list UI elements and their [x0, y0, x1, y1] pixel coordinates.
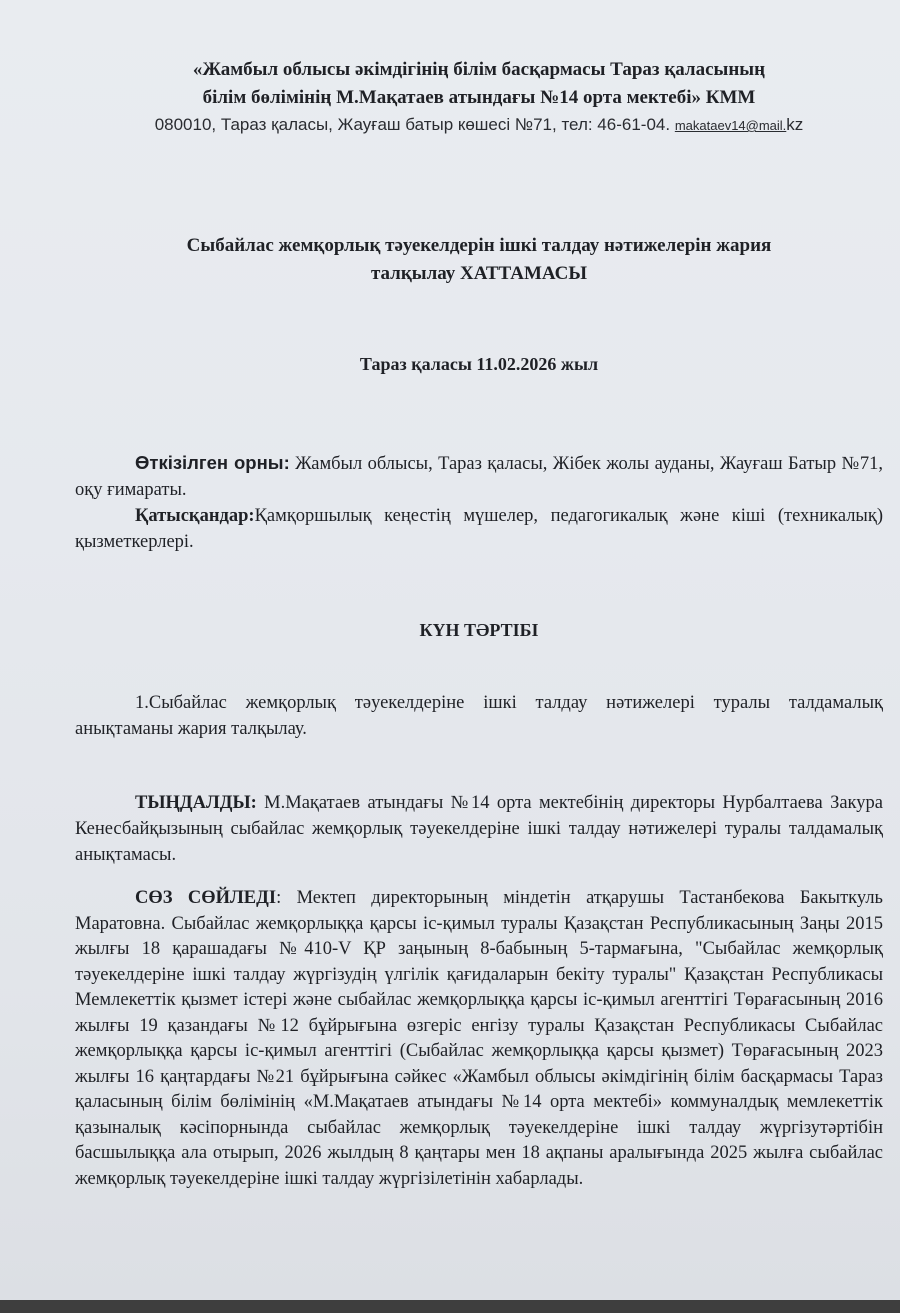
agenda-heading: КҮН ТӘРТІБІ: [419, 620, 539, 640]
venue-label: Өткізілген орны:: [135, 452, 290, 473]
speaker-text: : Мектеп директорының міндетін атқарушы Тастанбекова Бакыткуль Маратовна. Сыбайлас жемқорлыққа қарсы іс-қимыл туралы Қазақстан Республикасының Заңы 2015 жылғы 18 қарашадағы №410-V ҚР заңының 8-бабының 5-тармағына, "Сыбайлас жемқорлық тәуекелдеріне ішкі талдау жүргізудің үлгілік қағидаларын бекіту туралы" Қазақстан Республикасы Мемлекеттік қызмет істері және сыбайлас жемқорлыққа қарсы іс-қимыл агенттігі Төрағасының 2016 жылғы 19 қазандағы №12 бұйрығына өзгеріс енгізу туралы Қазақстан Республикасы Сыбайлас жемқорлыққа қарсы іс-қимыл агенттігі (Сыбайлас жемқорлыққа қарсы қызмет) Төрағасының 2023 жылғы 16 қаңтардағы №21 бұйрығына сәйкес «Жамбыл облысы әкімдігінің білім басқармасы Тараз қаласының білім бөлімінің «М.Мақатаев атындағы №14 орта мектебі» коммуналдық мемлекеттік қазыналық кәсіпорнында сыбайлас жемқорлық тәуекелдеріне ішкі талдау жүргізутәртібін басшылыққа ала отырып, 2026 жылдың 8 қаңтары мен 18 ақпаны аралығында 2025 жылға сыбайлас жемқорлық тәуекелдеріне ішкі талдау жүргізілетінін хабарлады.: [75, 888, 883, 1189]
venue-text: Жамбыл облысы, Тараз қаласы, Жібек жолы ауданы, Жауғаш Батыр №71, оқу ғимараты.: [75, 454, 883, 500]
agenda-items: [75, 690, 883, 742]
speaker-section: [75, 886, 883, 1192]
org-name-line-2: білім бөлімінің М.Мақатаев атындағы №14 орта мектебі» КММ: [202, 87, 756, 108]
agenda-heading-block: [75, 620, 883, 641]
org-name-line-1: «Жамбыл облысы әкімдігінің білім басқармасы Тараз қаласының: [192, 59, 766, 80]
background-edge: [0, 1300, 900, 1313]
agenda-item-1: 1.Сыбайлас жемқорлық тәуекелдеріне ішкі талдау нәтижелері туралы талдамалық анықтаманы жария талқылау.: [75, 693, 883, 739]
heard-text: М.Мақатаев атындағы №14 орта мектебінің директоры Нурбалтаева Закура Кенесбайқызының сыбайлас жемқорлық тәуекелдеріне ішкі талдау нәтижелері туралы талдамалық анықтамасы.: [75, 793, 883, 865]
email-user: makataev14@mail.: [674, 118, 787, 133]
meeting-info: [75, 450, 883, 555]
heard-paragraph: [75, 790, 883, 868]
participants-paragraph: [75, 503, 883, 555]
document-title: [75, 232, 883, 288]
address-line: [75, 112, 883, 139]
participants-text: Қамқоршылық кеңестің мүшелер, педагогикалық және кіші (техникалық) қызметкерлері.: [75, 506, 883, 552]
title-line-1: Сыбайлас жемқорлық тәуекелдерін ішкі талдау нәтижелерін жария: [186, 235, 772, 256]
heard-section: [75, 790, 883, 868]
venue-paragraph: [75, 450, 883, 503]
speaker-label: СӨЗ СӨЙЛЕДІ: [135, 888, 277, 908]
title-line-2: талқылау ХАТТАМАСЫ: [370, 263, 588, 284]
place-date: Тараз қаласы 11.02.2026 жыл: [359, 354, 599, 374]
heard-label: ТЫҢДАЛДЫ:: [135, 793, 257, 813]
organization-header: [75, 56, 883, 139]
participants-label: Қатысқандар:: [135, 506, 255, 526]
speaker-paragraph: [75, 886, 883, 1192]
email-tld: kz: [786, 115, 804, 134]
date-block: [75, 354, 883, 375]
address-text: 080010, Тараз қаласы, Жауғаш батыр көшесі №71, тел: 46-61-04.: [154, 115, 671, 134]
